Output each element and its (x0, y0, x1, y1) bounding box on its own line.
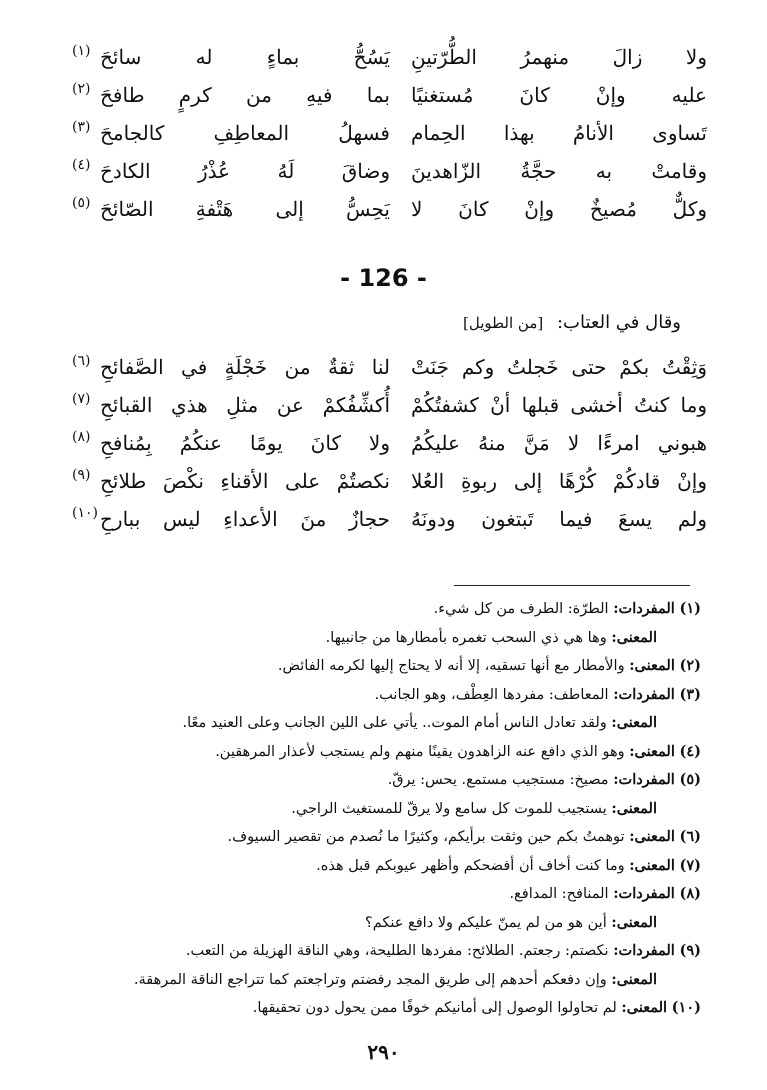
verse-second-hemistich: أُكشِّفُكمْ عن مثلِ هذي القبائحِ (100, 393, 390, 417)
verse-line (60, 348, 707, 386)
footnote (51, 595, 701, 624)
verse-second-hemistich: نكصتُمْ على الأقناءِ نكْصَ طلائحِ (100, 469, 390, 493)
footnote-text: مصيخ: مستجيب مستمع. يحس: يرقّ. (387, 772, 609, 788)
footnote-text: أين هو من لم يمنّ عليكم ولا دافع عنكم؟ (365, 914, 607, 931)
footnote (51, 709, 701, 738)
verse-second-hemistich: يَحِسُّ إلى هَتْفةِ الصّائحَ (100, 197, 390, 221)
footnote-number: (٤) (679, 742, 701, 760)
verse-line (60, 152, 707, 190)
footnote-text: المنافح: المدافع. (509, 886, 609, 902)
footnote-text: توهمتُ بكم حين وثقت برأيكم، وكثيرًا ما نُصدم من تقصير السيوف. (227, 829, 625, 845)
footnote (51, 823, 701, 852)
footnote-text: وها هي ذي السحب تغمره بأمطارها من جانبيها. (325, 629, 607, 646)
footnote-label: المفردات: (613, 771, 675, 788)
verse-line (60, 190, 707, 228)
footnote-text: لم تحاولوا الوصول إلى أمانيكم خوفًا ممن يحول دون تحقيقها. (252, 1000, 617, 1016)
footnote-label: المعنى: (611, 799, 657, 817)
footnote-text: المعاطف: مفردها العِطْف، وهو الجانب. (374, 686, 609, 703)
footnote-label: المفردات: (613, 942, 675, 959)
footnote-marker: (٤) (72, 157, 91, 173)
verse-first-hemistich: تَساوى الأنامُ بهذا الحِمام (411, 121, 707, 145)
page-number: ٢٩٠ (367, 1040, 400, 1064)
footnote-number: (٨) (679, 885, 701, 902)
poem-intro-text: وقال في العتاب: (556, 312, 681, 333)
footnotes (51, 595, 701, 1023)
footnote (51, 652, 701, 681)
verse-first-hemistich: وإنْ قادكُمْ كُرْهًا إلى ربوةِ العُلا (411, 469, 707, 493)
verse-line (60, 424, 707, 462)
poem-number: - 126 - (340, 264, 427, 292)
footnote-marker: (٥) (72, 195, 91, 211)
footnote-label: المعنى: (611, 913, 657, 931)
verse-first-hemistich: هبوني امرءًا لا مَنَّ منهُ عليكُمُ (411, 431, 707, 455)
footnote-number: (٩) (679, 942, 701, 959)
footnote (51, 937, 701, 966)
verse-line (60, 500, 707, 538)
footnote-label: المفردات: (613, 685, 675, 703)
footnote (51, 681, 701, 710)
verse-second-hemistich: بما فيهِ من كرمٍ طافحَ (100, 83, 390, 107)
footnote-text: نكصتم: رجعتم. الطلائح: مفردها الطليحة، وهي الناقة الهزيلة من التعب. (185, 943, 609, 959)
footnote (51, 852, 701, 881)
footnote-label: المعنى: (611, 970, 657, 988)
footnote-label: المعنى: (621, 999, 668, 1016)
footnote-text: يستجيب للموت كل سامع ولا يرقّ للمستغيث الراجي. (291, 800, 607, 817)
footnote-label: المفردات: (613, 600, 675, 617)
footnote-number: (٣) (679, 685, 701, 703)
verses-block-top (60, 38, 707, 228)
footnote-number: (١) (679, 600, 701, 617)
verse-line (60, 462, 707, 500)
verse-first-hemistich: ولم يسعَ فيما تَبتغون ودونَهُ (411, 507, 707, 531)
footnote-marker: (٨) (72, 429, 91, 445)
footnote (51, 795, 701, 824)
footnote-label: المعنى: (629, 856, 675, 874)
footnote-label: المعنى: (629, 657, 675, 674)
footnote-marker: (٧) (72, 391, 91, 407)
footnote-number: (٦) (679, 828, 701, 845)
verse-second-hemistich: وضاقَ لَهُ عُذْرُ الكادحَ (100, 159, 390, 183)
footnote-marker: (٦) (72, 353, 91, 369)
verse-second-hemistich: لنا ثقةٌ من خَجْلَةٍ في الصَّفائحِ (100, 355, 390, 379)
verse-second-hemistich: يَسُحُّ بماءٍ له سائحَ (100, 45, 390, 69)
footnote-text: وإن دفعكم أحدهم إلى طريق المجد رفضتم وتراجعتم كما تتراجع الناقة المرهقة. (133, 971, 607, 988)
footnote-marker: (٢) (72, 81, 91, 97)
verses-block-bottom (60, 348, 707, 538)
footnote-text: والأمطار مع أنها تسقيه، إلا أنه لا يحتاج إليها لكرمه الفائض. (277, 658, 625, 674)
verse-first-hemistich: وما كنتُ أخشى قبلها أنْ كشفتُكُمْ (411, 393, 707, 417)
footnote-text: وهو الذي دافع عنه الزاهدون يقينًا منهم ولم يستجب لأعذار المرهقين. (215, 743, 625, 760)
verse-first-hemistich: ولا زالَ منهمرُ الطُّرّتينِ (411, 45, 707, 69)
footnote (51, 994, 701, 1023)
poem-meter: [من الطويل] (462, 314, 544, 332)
footnote-marker: (١) (72, 43, 91, 59)
verse-line (60, 76, 707, 114)
footnote (51, 624, 701, 653)
footnote (51, 966, 701, 995)
verse-line (60, 114, 707, 152)
footnote-marker: (٩) (72, 467, 91, 483)
footnote-label: المعنى: (611, 714, 657, 731)
footnote (51, 909, 701, 938)
footnote-number: (٢) (679, 657, 701, 674)
footnote (51, 766, 701, 795)
footnote-separator (454, 585, 690, 586)
verse-line (60, 386, 707, 424)
verse-second-hemistich: حجازٌ منَ الأعداءِ ليس ببارحِ (100, 507, 390, 531)
footnote-label: المعنى: (629, 742, 675, 760)
verse-line (60, 38, 707, 76)
footnote-marker: (١٠) (72, 505, 98, 521)
footnote-text: الطرّة: الطرف من كل شيء. (433, 601, 609, 617)
verse-second-hemistich: ولا كانَ يومًا عنكُمُ بِمُنافحِ (100, 431, 390, 455)
footnote-label: المعنى: (629, 828, 675, 845)
footnote-marker: (٣) (72, 119, 91, 135)
footnote-text: وما كنت أخاف أن أفضحكم وأظهر عيوبكم قبل هذه. (316, 857, 625, 874)
footnote-number: (٧) (679, 856, 701, 874)
footnote-text: ولقد تعادل الناس أمام الموت.. يأتي على اللين الجانب وعلى العنيد معًا. (182, 715, 607, 731)
footnote (51, 738, 701, 767)
verse-first-hemistich: عليه وإنْ كانَ مُستغنيًا (411, 83, 707, 107)
footnote-label: المفردات: (613, 885, 675, 902)
footnote-number: (٥) (679, 771, 701, 788)
verse-first-hemistich: وقامتْ به حجَّةُ الزّاهدينَ (411, 159, 707, 183)
footnote (51, 880, 701, 909)
footnote-label: المعنى: (611, 628, 657, 646)
verse-second-hemistich: فسهلُ المعاطِفِ كالجامحَ (100, 121, 390, 145)
poem-intro (463, 312, 681, 333)
verse-first-hemistich: وكلٌّ مُصيخٌ وإنْ كانَ لا (411, 197, 707, 221)
verse-first-hemistich: وَثِقْتُ بكمْ حتى خَجلتُ وكم جَنَتْ (411, 355, 707, 379)
footnote-number: (١٠) (671, 999, 701, 1016)
